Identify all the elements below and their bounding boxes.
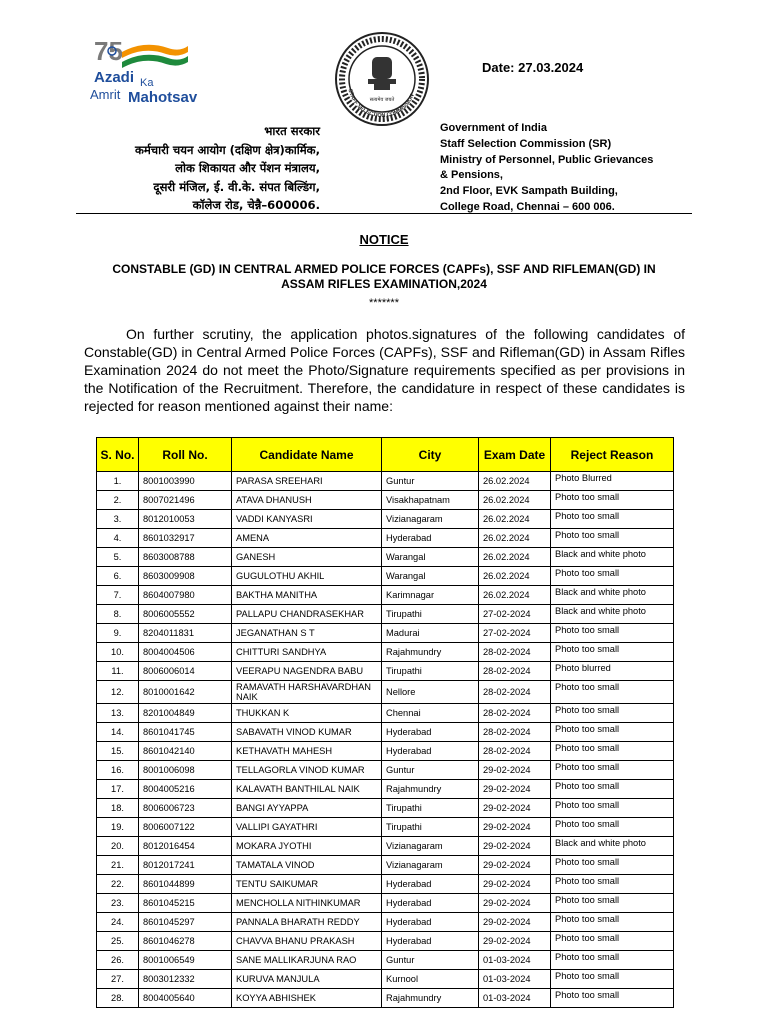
cell-exam-date: 28-02-2024 — [479, 723, 551, 742]
cell-reject-reason: Photo too small — [551, 643, 674, 662]
cell-reject-reason: Photo too small — [551, 681, 674, 704]
cell-roll-no: 8604007980 — [139, 586, 232, 605]
cell-candidate-name: MENCHOLLA NITHINKUMAR — [232, 894, 382, 913]
cell-reject-reason: Photo too small — [551, 989, 674, 1008]
cell-candidate-name: ATAVA DHANUSH — [232, 491, 382, 510]
table-row — [97, 951, 674, 970]
cell-candidate-name: THUKKAN K — [232, 704, 382, 723]
table-row — [97, 780, 674, 799]
hindi-address — [20, 122, 320, 215]
cell-candidate-name: KETHAVATH MAHESH — [232, 742, 382, 761]
cell-exam-date: 26.02.2024 — [479, 472, 551, 491]
cell-exam-date: 29-02-2024 — [479, 780, 551, 799]
table-row — [97, 989, 674, 1008]
table-row — [97, 624, 674, 643]
table-row — [97, 548, 674, 567]
cell-city: Vizianagaram — [382, 837, 479, 856]
cell-candidate-name: RAMAVATH HARSHAVARDHAN NAIK — [232, 681, 382, 704]
cell-candidate-name: KALAVATH BANTHILAL NAIK — [232, 780, 382, 799]
english-address-line: & Pensions, — [440, 169, 503, 182]
cell-exam-date: 29-02-2024 — [479, 913, 551, 932]
cell-candidate-name: TENTU SAIKUMAR — [232, 875, 382, 894]
logo-line-amrit: Amrit — [90, 87, 121, 102]
table-row — [97, 491, 674, 510]
cell-roll-no: 8004005640 — [139, 989, 232, 1008]
cell-roll-no: 8601042140 — [139, 742, 232, 761]
table-row — [97, 742, 674, 761]
cell-roll-no: 8012010053 — [139, 510, 232, 529]
cell-reject-reason: Photo too small — [551, 856, 674, 875]
table-row — [97, 932, 674, 951]
cell-candidate-name: CHITTURI SANDHYA — [232, 643, 382, 662]
header-roll-no: Roll No. — [139, 438, 232, 472]
cell-candidate-name: PANNALA BHARATH REDDY — [232, 913, 382, 932]
cell-sno: 26. — [97, 951, 139, 970]
cell-sno: 2. — [97, 491, 139, 510]
header-divider — [76, 213, 692, 214]
cell-city: Guntur — [382, 951, 479, 970]
cell-exam-date: 01-03-2024 — [479, 951, 551, 970]
cell-sno: 13. — [97, 704, 139, 723]
table-row — [97, 894, 674, 913]
cell-exam-date: 28-02-2024 — [479, 643, 551, 662]
cell-reject-reason: Photo Blurred — [551, 472, 674, 491]
cell-reject-reason: Photo too small — [551, 780, 674, 799]
table-row — [97, 970, 674, 989]
cell-roll-no: 8001006098 — [139, 761, 232, 780]
cell-exam-date: 29-02-2024 — [479, 761, 551, 780]
cell-reject-reason: Black and white photo — [551, 837, 674, 856]
cell-exam-date: 29-02-2024 — [479, 799, 551, 818]
cell-candidate-name: SABAVATH VINOD KUMAR — [232, 723, 382, 742]
cell-roll-no: 8006006723 — [139, 799, 232, 818]
cell-roll-no: 8007021496 — [139, 491, 232, 510]
cell-sno: 9. — [97, 624, 139, 643]
cell-sno: 3. — [97, 510, 139, 529]
header-exam-date: Exam Date — [479, 438, 551, 472]
cell-exam-date: 29-02-2024 — [479, 875, 551, 894]
cell-exam-date: 29-02-2024 — [479, 818, 551, 837]
emblem-ring-text: STAFF SELECTION COMMISSION — [346, 88, 416, 120]
cell-reject-reason: Photo too small — [551, 894, 674, 913]
cell-city: Nellore — [382, 681, 479, 704]
cell-roll-no: 8601032917 — [139, 529, 232, 548]
cell-reject-reason: Photo too small — [551, 970, 674, 989]
cell-reject-reason: Photo too small — [551, 704, 674, 723]
cell-city: Tirupathi — [382, 818, 479, 837]
notice-paragraph: On further scrutiny, the application photos.signatures of the following candidates of Constable(GD) in Central Armed Police Forces (CAPFs), SSF and Rifleman(GD) in Assam Rifles Examination 2024 do not meet the Photo/Signature requirements specified as per provisions in the Notification of the Recruitment. Therefore, the candidature in respect of these candidates is rejected for reason mentioned against their name: — [84, 326, 685, 414]
cell-city: Hyderabad — [382, 932, 479, 951]
cell-sno: 23. — [97, 894, 139, 913]
cell-sno: 17. — [97, 780, 139, 799]
table-row — [97, 586, 674, 605]
cell-city: Kurnool — [382, 970, 479, 989]
cell-exam-date: 27-02-2024 — [479, 605, 551, 624]
cell-sno: 11. — [97, 662, 139, 681]
table-row — [97, 837, 674, 856]
cell-reject-reason: Photo too small — [551, 624, 674, 643]
cell-sno: 7. — [97, 586, 139, 605]
cell-exam-date: 01-03-2024 — [479, 989, 551, 1008]
cell-sno: 18. — [97, 799, 139, 818]
cell-candidate-name: GANESH — [232, 548, 382, 567]
cell-city: Guntur — [382, 761, 479, 780]
cell-sno: 15. — [97, 742, 139, 761]
cell-sno: 6. — [97, 567, 139, 586]
cell-candidate-name: VADDI KANYASRI — [232, 510, 382, 529]
cell-city: Warangal — [382, 567, 479, 586]
table-row — [97, 567, 674, 586]
hindi-address-line: दूसरी मंजिल, ई. वी.के. संपत बिल्डिंग, — [153, 179, 320, 194]
cell-city: Hyderabad — [382, 894, 479, 913]
cell-sno: 22. — [97, 875, 139, 894]
table-row — [97, 704, 674, 723]
cell-exam-date: 01-03-2024 — [479, 970, 551, 989]
cell-city: Tirupathi — [382, 799, 479, 818]
cell-roll-no: 8601046278 — [139, 932, 232, 951]
cell-reject-reason: Photo too small — [551, 875, 674, 894]
cell-candidate-name: CHAVVA BHANU PRAKASH — [232, 932, 382, 951]
cell-candidate-name: BAKTHA MANITHA — [232, 586, 382, 605]
azadi-ka-amrit-mahotsav-logo — [82, 36, 212, 112]
cell-reject-reason: Black and white photo — [551, 548, 674, 567]
cell-sno: 19. — [97, 818, 139, 837]
cell-candidate-name: SANE MALLIKARJUNA RAO — [232, 951, 382, 970]
cell-candidate-name: PARASA SREEHARI — [232, 472, 382, 491]
cell-candidate-name: GUGULOTHU AKHIL — [232, 567, 382, 586]
cell-roll-no: 8006007122 — [139, 818, 232, 837]
table-row — [97, 529, 674, 548]
cell-exam-date: 26.02.2024 — [479, 548, 551, 567]
cell-candidate-name: AMENA — [232, 529, 382, 548]
notice-title: NOTICE — [359, 232, 409, 247]
cell-reject-reason: Photo too small — [551, 567, 674, 586]
flag-stripe-green — [122, 55, 188, 68]
cell-sno: 1. — [97, 472, 139, 491]
cell-sno: 8. — [97, 605, 139, 624]
hindi-address-line: लोक शिकायत और पेंशन मंत्रालय, — [175, 161, 320, 175]
table-header-row — [97, 438, 674, 472]
cell-reject-reason: Photo too small — [551, 932, 674, 951]
hindi-address-line: कॉलेज रोड, चेन्नै–600006. — [192, 198, 320, 212]
table-row — [97, 472, 674, 491]
cell-reject-reason: Black and white photo — [551, 605, 674, 624]
english-address-line: Ministry of Personnel, Public Grievances — [440, 153, 654, 166]
cell-exam-date: 29-02-2024 — [479, 932, 551, 951]
cell-sno: 21. — [97, 856, 139, 875]
english-address — [440, 121, 653, 216]
table-row — [97, 662, 674, 681]
logo-line-azadi: Azadi — [94, 69, 135, 86]
cell-exam-date: 29-02-2024 — [479, 837, 551, 856]
cell-sno: 27. — [97, 970, 139, 989]
cell-reject-reason: Photo too small — [551, 913, 674, 932]
cell-candidate-name: BANGI AYYAPPA — [232, 799, 382, 818]
cell-candidate-name: VEERAPU NAGENDRA BABU — [232, 662, 382, 681]
table-row — [97, 510, 674, 529]
cell-reject-reason: Photo too small — [551, 799, 674, 818]
cell-reject-reason: Photo too small — [551, 723, 674, 742]
cell-roll-no: 8603008788 — [139, 548, 232, 567]
notice-date: Date: 27.03.2024 — [482, 60, 584, 75]
cell-roll-no: 8006005552 — [139, 605, 232, 624]
cell-candidate-name: KURUVA MANJULA — [232, 970, 382, 989]
cell-city: Madurai — [382, 624, 479, 643]
cell-exam-date: 27-02-2024 — [479, 624, 551, 643]
header-city: City — [382, 438, 479, 472]
cell-candidate-name: VALLIPI GAYATHRI — [232, 818, 382, 837]
cell-roll-no: 8001003990 — [139, 472, 232, 491]
cell-candidate-name: JEGANATHAN S T — [232, 624, 382, 643]
cell-candidate-name: KOYYA ABHISHEK — [232, 989, 382, 1008]
cell-sno: 24. — [97, 913, 139, 932]
hindi-address-line: भारत सरकार — [264, 124, 320, 138]
cell-sno: 10. — [97, 643, 139, 662]
cell-exam-date: 29-02-2024 — [479, 856, 551, 875]
cell-exam-date: 29-02-2024 — [479, 894, 551, 913]
cell-roll-no: 8012017241 — [139, 856, 232, 875]
cell-candidate-name: TAMATALA VINOD — [232, 856, 382, 875]
cell-exam-date: 28-02-2024 — [479, 742, 551, 761]
table-row — [97, 761, 674, 780]
cell-exam-date: 26.02.2024 — [479, 510, 551, 529]
header-reject-reason: Reject Reason — [551, 438, 674, 472]
english-address-line: 2nd Floor, EVK Sampath Building, — [440, 185, 618, 198]
cell-reject-reason: Photo too small — [551, 818, 674, 837]
cell-city: Tirupathi — [382, 605, 479, 624]
cell-city: Hyderabad — [382, 913, 479, 932]
cell-city: Vizianagaram — [382, 510, 479, 529]
cell-roll-no: 8010001642 — [139, 681, 232, 704]
cell-exam-date: 28-02-2024 — [479, 681, 551, 704]
cell-roll-no: 8601044899 — [139, 875, 232, 894]
cell-city: Karimnagar — [382, 586, 479, 605]
cell-roll-no: 8012016454 — [139, 837, 232, 856]
cell-city: Rajahmundry — [382, 780, 479, 799]
cell-roll-no: 8006006014 — [139, 662, 232, 681]
cell-roll-no: 8004004506 — [139, 643, 232, 662]
cell-exam-date: 26.02.2024 — [479, 529, 551, 548]
notice-subject: CONSTABLE (GD) IN CENTRAL ARMED POLICE FORCES (CAPFs), SSF AND RIFLEMAN(GD) IN ASSAM RIFLES EXAMINATION,2024 — [112, 262, 656, 291]
cell-city: Rajahmundry — [382, 989, 479, 1008]
rejected-candidates-table — [96, 437, 674, 1008]
cell-city: Hyderabad — [382, 875, 479, 894]
cell-reject-reason: Photo too small — [551, 529, 674, 548]
cell-sno: 28. — [97, 989, 139, 1008]
cell-candidate-name: PALLAPU CHANDRASEKHAR — [232, 605, 382, 624]
cell-city: Warangal — [382, 548, 479, 567]
cell-reject-reason: Photo too small — [551, 761, 674, 780]
cell-exam-date: 28-02-2024 — [479, 662, 551, 681]
logo-number: 75 — [94, 36, 123, 66]
cell-exam-date: 28-02-2024 — [479, 704, 551, 723]
table-row — [97, 913, 674, 932]
cell-candidate-name: MOKARA JYOTHI — [232, 837, 382, 856]
cell-roll-no: 8601045297 — [139, 913, 232, 932]
cell-city: Hyderabad — [382, 723, 479, 742]
header-candidate-name: Candidate Name — [232, 438, 382, 472]
table-row — [97, 856, 674, 875]
table-row — [97, 723, 674, 742]
cell-sno: 12. — [97, 681, 139, 704]
logo-line-ka: Ka — [140, 77, 154, 89]
cell-roll-no: 8601045215 — [139, 894, 232, 913]
cell-sno: 5. — [97, 548, 139, 567]
cell-reject-reason: Black and white photo — [551, 586, 674, 605]
cell-city: Hyderabad — [382, 742, 479, 761]
cell-reject-reason: Photo too small — [551, 510, 674, 529]
cell-reject-reason: Photo too small — [551, 951, 674, 970]
cell-sno: 16. — [97, 761, 139, 780]
cell-city: Vizianagaram — [382, 856, 479, 875]
cell-roll-no: 8204011831 — [139, 624, 232, 643]
cell-reject-reason: Photo too small — [551, 742, 674, 761]
cell-sno: 14. — [97, 723, 139, 742]
table-row — [97, 875, 674, 894]
cell-roll-no: 8004005216 — [139, 780, 232, 799]
cell-roll-no: 8201004849 — [139, 704, 232, 723]
cell-exam-date: 26.02.2024 — [479, 586, 551, 605]
cell-city: Rajahmundry — [382, 643, 479, 662]
staff-selection-commission-emblem — [334, 31, 430, 127]
cell-exam-date: 26.02.2024 — [479, 567, 551, 586]
english-address-line: Government of India — [440, 122, 547, 134]
english-address-line: College Road, Chennai – 600 006. — [440, 200, 615, 213]
cell-city: Chennai — [382, 704, 479, 723]
cell-reject-reason: Photo blurred — [551, 662, 674, 681]
emblem-motto: सत्यमेव जयते — [369, 97, 395, 103]
cell-city: Hyderabad — [382, 529, 479, 548]
cell-city: Guntur — [382, 472, 479, 491]
cell-reject-reason: Photo too small — [551, 491, 674, 510]
english-address-line: Staff Selection Commission (SR) — [440, 137, 612, 150]
cell-sno: 20. — [97, 837, 139, 856]
cell-roll-no: 8003012332 — [139, 970, 232, 989]
header-sno: S. No. — [97, 438, 139, 472]
cell-roll-no: 8603009908 — [139, 567, 232, 586]
table-row — [97, 643, 674, 662]
cell-roll-no: 8601041745 — [139, 723, 232, 742]
cell-sno: 25. — [97, 932, 139, 951]
cell-sno: 4. — [97, 529, 139, 548]
table-row — [97, 799, 674, 818]
logo-line-mahotsav: Mahotsav — [128, 89, 198, 106]
table-row — [97, 605, 674, 624]
hindi-address-line: कर्मचारी चयन आयोग (दक्षिण क्षेत्र)कार्मिक, — [134, 142, 320, 157]
cell-city: Tirupathi — [382, 662, 479, 681]
cell-candidate-name: TELLAGORLA VINOD KUMAR — [232, 761, 382, 780]
cell-roll-no: 8001006549 — [139, 951, 232, 970]
table-row — [97, 681, 674, 704]
cell-exam-date: 26.02.2024 — [479, 491, 551, 510]
cell-city: Visakhapatnam — [382, 491, 479, 510]
separator: ******* — [369, 297, 399, 309]
table-row — [97, 818, 674, 837]
